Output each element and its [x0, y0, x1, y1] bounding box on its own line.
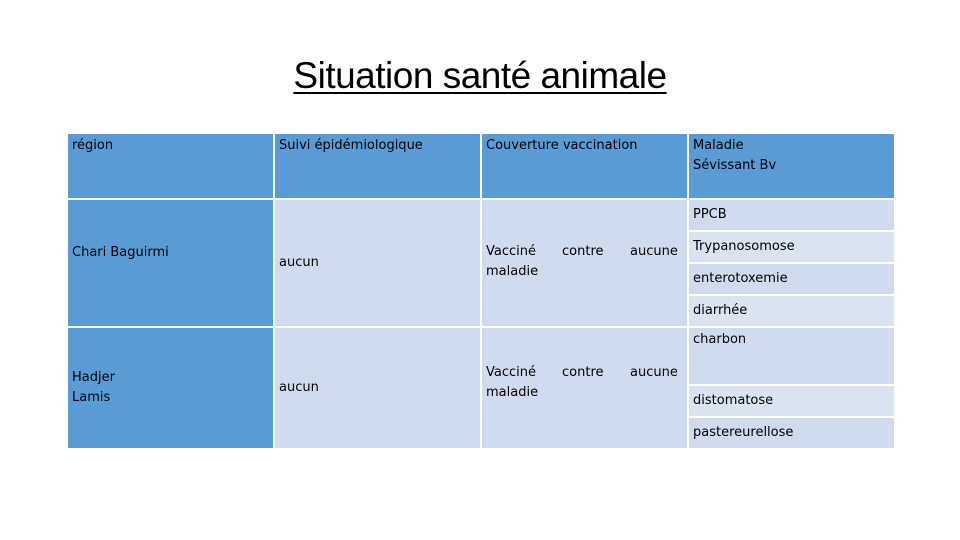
- region-label-line1: Hadjer: [72, 370, 115, 385]
- maladie-cell: [688, 263, 895, 295]
- maladie-cell: [688, 231, 895, 263]
- maladie-label: diarrhée: [693, 303, 748, 318]
- header-maladie-line2: Sévissant Bv: [693, 158, 777, 173]
- header-suivi-label: Suivi épidémiologique: [279, 138, 423, 153]
- maladie-label: enterotoxemie: [693, 271, 788, 286]
- table-row: [67, 327, 895, 385]
- vacc-word: aucune: [630, 365, 678, 380]
- suivi-cell: [274, 199, 481, 327]
- region-cell: [67, 199, 274, 327]
- header-maladie-line1: Maladie: [693, 138, 744, 153]
- vacc-word: Vacciné: [486, 244, 536, 259]
- header-suivi: [274, 133, 481, 199]
- maladie-cell: [688, 385, 895, 417]
- suivi-label: aucun: [279, 380, 319, 395]
- maladie-label: pastereurellose: [693, 425, 794, 440]
- header-couverture: [481, 133, 688, 199]
- table-row: [67, 199, 895, 231]
- vacc-word: maladie: [486, 264, 539, 279]
- vacc-word: contre: [562, 365, 604, 380]
- maladie-label: distomatose: [693, 393, 774, 408]
- header-region: [67, 133, 274, 199]
- vacc-word: aucune: [630, 244, 678, 259]
- page-title: Situation santé animale: [293, 55, 667, 96]
- region-label: Chari Baguirmi: [72, 245, 169, 260]
- region-cell: [67, 327, 274, 449]
- maladie-cell: [688, 417, 895, 449]
- header-couverture-label: Couverture vaccination: [486, 138, 638, 153]
- vaccination-cell: [481, 327, 688, 449]
- vacc-word: Vacciné: [486, 365, 536, 380]
- maladie-label: Trypanosomose: [693, 239, 795, 254]
- header-maladie: [688, 133, 895, 199]
- animal-health-table: [66, 132, 896, 450]
- vaccination-cell: [481, 199, 688, 327]
- maladie-cell: [688, 327, 895, 385]
- maladie-cell: [688, 199, 895, 231]
- region-label-line2: Lamis: [72, 390, 111, 405]
- suivi-cell: [274, 327, 481, 449]
- suivi-label: aucun: [279, 255, 319, 270]
- table-header-row: [67, 133, 895, 199]
- header-region-label: région: [72, 138, 114, 153]
- maladie-cell: [688, 295, 895, 327]
- maladie-label: charbon: [693, 332, 747, 347]
- maladie-label: PPCB: [693, 207, 727, 222]
- vacc-word: contre: [562, 244, 604, 259]
- vacc-word: maladie: [486, 385, 539, 400]
